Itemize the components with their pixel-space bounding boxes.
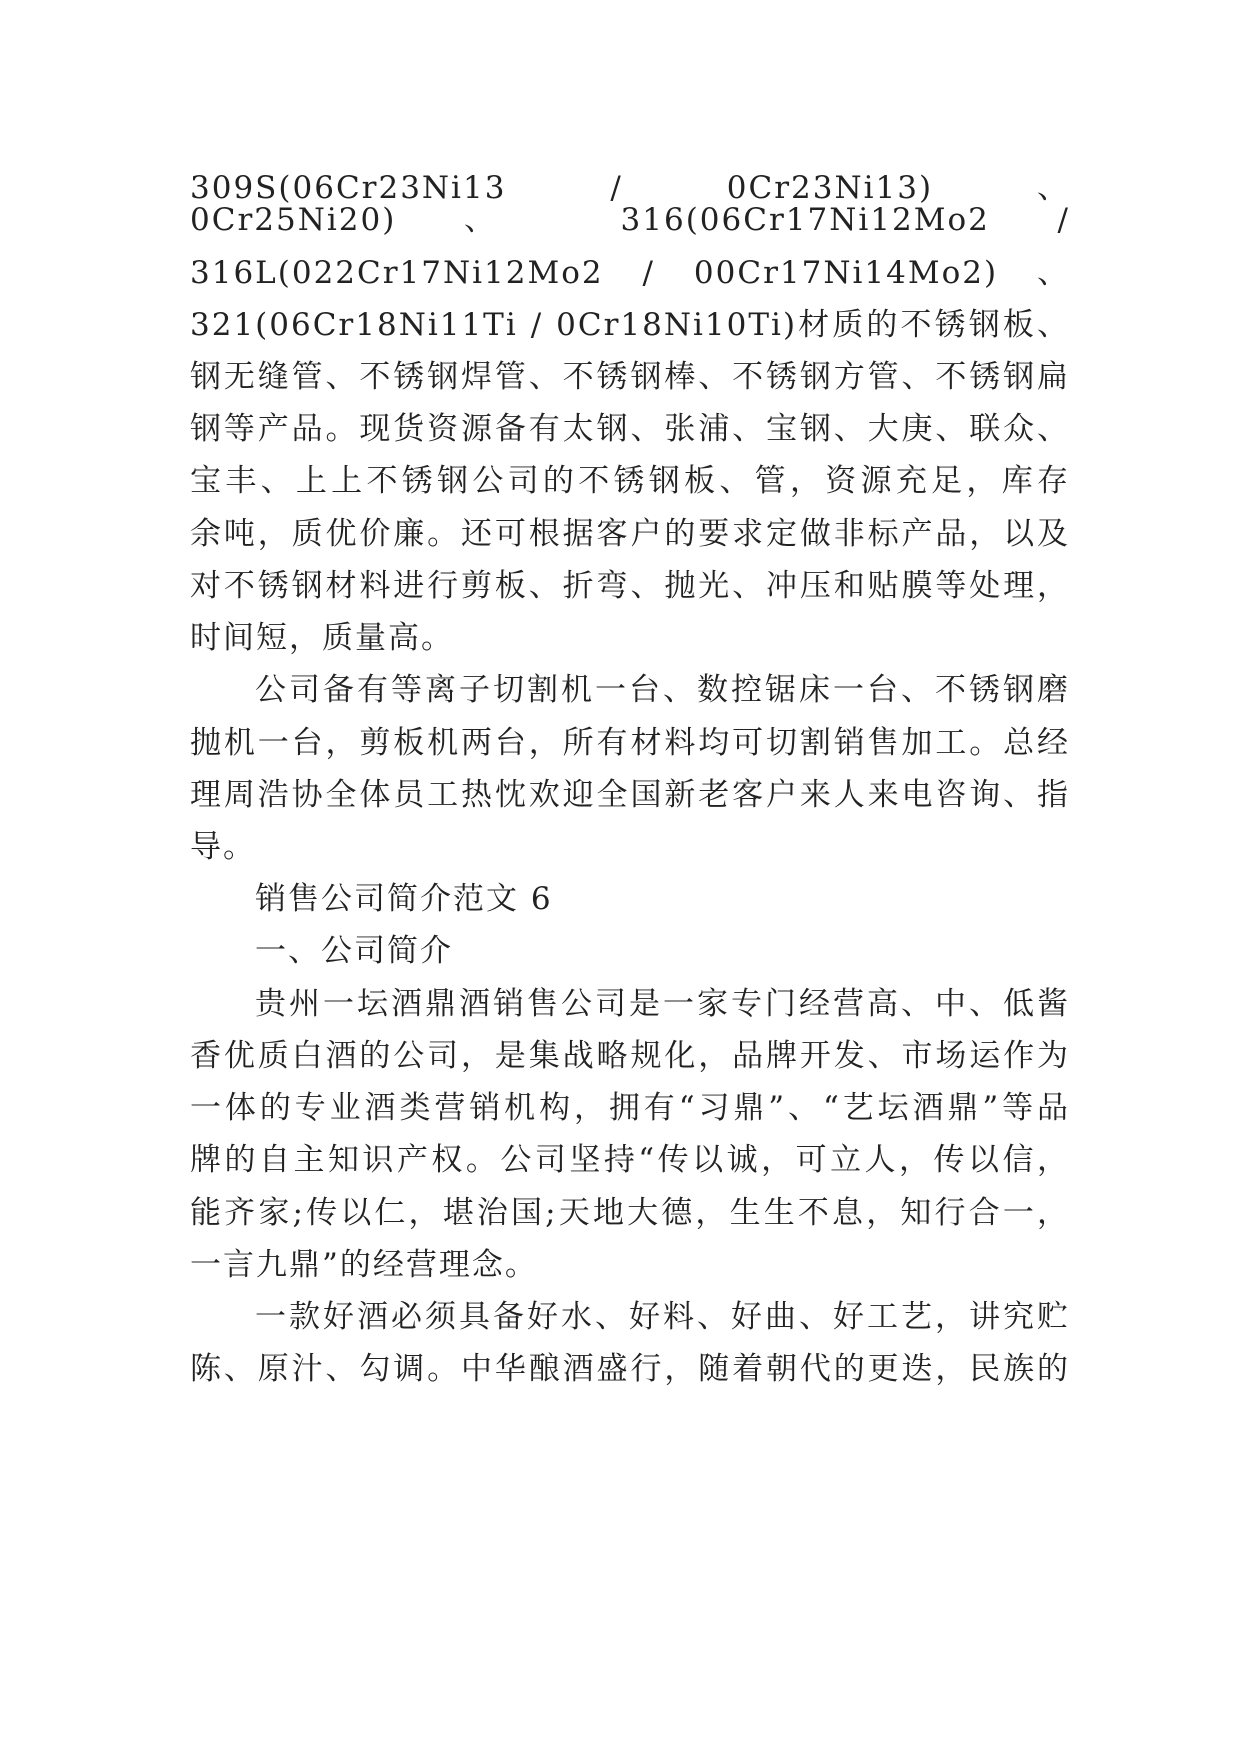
text-line: 316L(022Cr17Ni12Mo2 / 00Cr17Ni14Mo2) 、: [190, 255, 1070, 291]
text-line: 钢等产品。现货资源备有太钢、张浦、宝钢、大庚、联众、: [190, 411, 1070, 447]
section-heading: 销售公司简介范文 6: [255, 881, 553, 917]
text-line: 余吨，质优价廉。还可根据客户的要求定做非标产品，以及: [190, 516, 1070, 552]
text-line: 贵州一坛酒鼎酒销售公司是一家专门经营高、中、低酱: [255, 986, 1070, 1022]
text-line: 陈、原汁、勾调。中华酿酒盛行，随着朝代的更迭，民族的: [190, 1351, 1070, 1387]
text-line: 能齐家;传以仁，堪治国;天地大德，生生不息，知行合一，: [190, 1195, 1070, 1231]
text-line: 牌的自主知识产权。公司坚持“传以诚，可立人，传以信，: [190, 1142, 1070, 1178]
subsection-heading: 一、公司简介: [255, 933, 453, 969]
text-line: 宝丰、上上不锈钢公司的不锈钢板、管，资源充足，库存: [190, 463, 1070, 499]
text-line: 一款好酒必须具备好水、好料、好曲、好工艺，讲究贮: [255, 1299, 1070, 1335]
text-line: 香优质白酒的公司，是集战略规化，品牌开发、市场运作为: [190, 1038, 1070, 1074]
text-line: 时间短，质量高。: [190, 620, 454, 656]
text-line: 0Cr25Ni20) 、 316(06Cr17Ni12Mo2 /: [190, 202, 1070, 238]
text-line: 对不锈钢材料进行剪板、折弯、抛光、冲压和贴膜等处理，: [190, 568, 1070, 604]
text-line: 公司备有等离子切割机一台、数控锯床一台、不锈钢磨: [255, 672, 1070, 708]
text-line: 抛机一台，剪板机两台，所有材料均可切割销售加工。总经: [190, 725, 1070, 761]
text-line: 321(06Cr18Ni11Ti / 0Cr18Ni10Ti)材质的不锈钢板、: [190, 307, 1070, 343]
text-line: 导。: [190, 829, 256, 865]
text-line: 理周浩协全体员工热忱欢迎全国新老客户来人来电咨询、指: [190, 777, 1070, 813]
text-line: 309S(06Cr23Ni13 / 0Cr23Ni13) 、: [190, 170, 1070, 206]
text-line: 一言九鼎”的经营理念。: [190, 1247, 538, 1283]
text-line: 钢无缝管、不锈钢焊管、不锈钢棒、不锈钢方管、不锈钢扁: [190, 359, 1070, 395]
text-line: 一体的专业酒类营销机构，拥有“习鼎”、“艺坛酒鼎”等品: [190, 1090, 1070, 1126]
